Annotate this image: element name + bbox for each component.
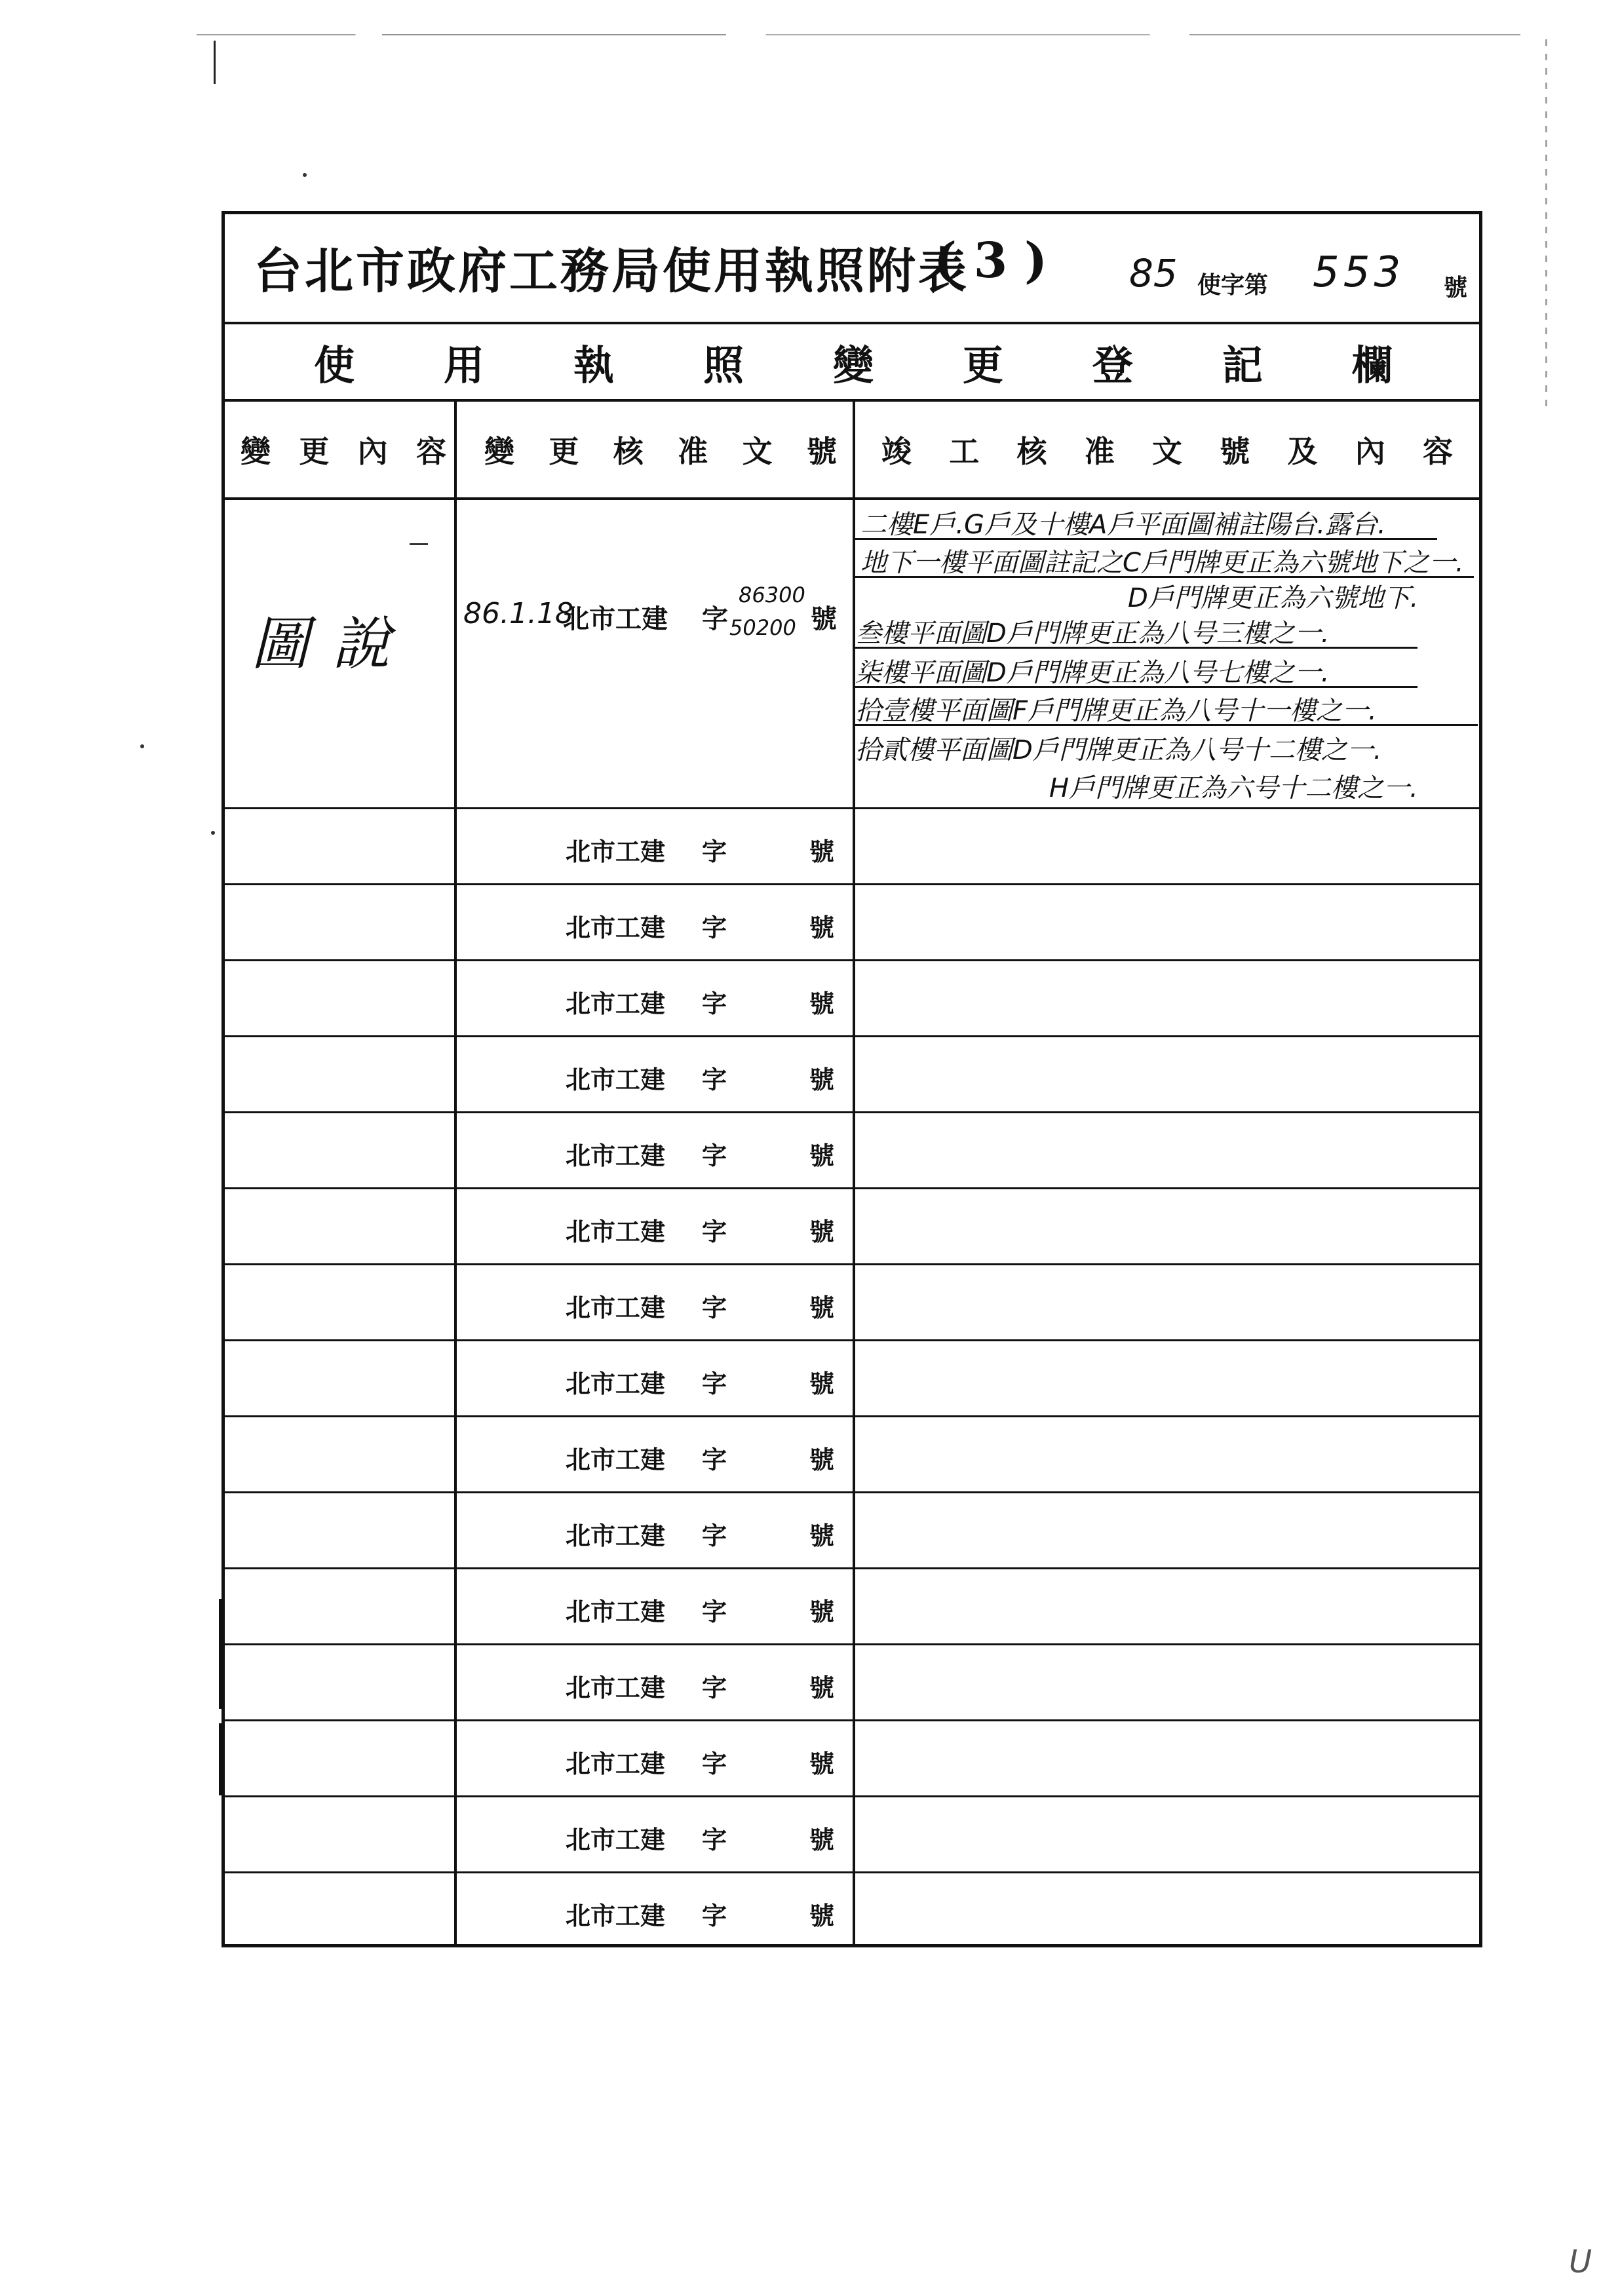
section-heading-char: 變 [832,341,874,389]
approval-doc-hao: 號 [809,1065,835,1094]
approval-number-bottom: 50200 [729,615,796,640]
note-underline [854,686,1418,688]
column-header-char: 文 [742,434,773,469]
table-row [225,1569,1479,1645]
corner-mark: U [1569,2244,1592,2280]
column-divider [853,402,855,1944]
column-header-char: 內 [1355,434,1385,469]
table-row [225,1037,1479,1113]
column-header-char: 及 [1287,434,1318,469]
permit-year: 85 [1129,251,1178,296]
approval-doc-hao: 號 [809,1673,835,1702]
approval-doc-hao: 號 [809,1825,835,1854]
table-row [225,1189,1479,1265]
approval-doc-zi: 字 [702,1217,727,1246]
approval-doc-prefix: 北市工建 [566,1825,666,1854]
approval-doc-hao: 號 [809,989,835,1018]
form-title: 台北市政府工務局使用執照附表 [254,243,969,299]
table-row [225,1265,1479,1341]
column-header-approval-number [455,402,854,497]
table-row [225,961,1479,1037]
completion-note-line: 二樓E戶.G戶及十樓A戶平面圖補註陽台.露台. [860,510,1386,540]
column-header-row [225,402,1479,500]
approval-doc-hao: 號 [809,913,835,942]
approval-doc-zi: 字 [702,1065,727,1094]
approval-doc-zi: 字 [702,1445,727,1474]
approval-doc-prefix: 北市工建 [566,1597,666,1626]
approval-doc-prefix: 北市工建 [566,1217,666,1246]
approval-doc-prefix: 北市工建 [566,1673,666,1702]
approval-doc-zi: 字 [702,1901,727,1930]
scan-speck [211,831,215,835]
table-row [225,1873,1479,1949]
column-header-completion [854,402,1479,497]
permit-suffix: 號 [1444,274,1468,301]
table-row [225,1493,1479,1569]
pen-mark [410,543,428,545]
table-row [225,1797,1479,1873]
section-heading-char: 照 [703,341,744,389]
approval-doc-zi: 字 [702,913,727,942]
section-heading-char: 登 [1092,341,1133,389]
column-header-char: 容 [415,434,446,469]
note-underline [854,647,1418,649]
table-row [225,809,1479,885]
approval-doc-hao: 號 [809,1901,835,1930]
form-title-row [225,214,1479,324]
table-row [225,885,1479,961]
column-header-char: 號 [806,434,837,469]
approval-doc-zi: 字 [702,1825,727,1854]
form-title-number: ( 3 ) [934,233,1048,289]
column-header-change-content [225,402,455,497]
section-heading [225,324,1479,402]
approval-doc-hao: 號 [809,1521,835,1550]
section-heading-char: 使 [314,341,355,389]
column-header-char: 變 [484,434,514,469]
section-heading-char: 執 [573,341,614,389]
approval-doc-zi: 字 [702,837,727,866]
approval-number-top: 86300 [739,583,805,607]
approval-doc-zi: 字 [702,1521,727,1550]
completion-note-line: 拾壹樓平面圖F戶門牌更正為八号十一樓之一. [855,696,1377,726]
column-header-char: 容 [1423,434,1453,469]
column-header-char: 核 [613,434,644,469]
approval-doc-zi: 字 [702,603,728,634]
approval-doc-prefix: 北市工建 [566,1521,666,1550]
section-heading-char: 記 [1222,341,1263,389]
table-row-first-entry [225,500,1479,809]
table-row [225,1721,1479,1797]
column-divider [454,402,457,1944]
table-row [225,1645,1479,1721]
approval-doc-prefix: 北市工建 [566,1293,666,1322]
approval-doc-zi: 字 [702,1141,727,1170]
column-header-char: 內 [357,434,388,469]
permit-prefix: 使字第 [1197,271,1269,299]
completion-notes [853,500,1479,807]
approval-doc-hao: 號 [809,1369,835,1398]
column-header-char: 變 [241,434,271,469]
column-header-char: 更 [299,434,330,469]
completion-note-line: D戶門牌更正為六號地下. [1128,583,1419,613]
table-row [225,1341,1479,1417]
approval-doc-zi: 字 [702,1369,727,1398]
approval-doc-hao: 號 [811,603,837,634]
approval-doc-prefix: 北市工建 [566,989,666,1018]
approval-doc-hao: 號 [809,1293,835,1322]
permit-attachment-form [222,211,1482,1947]
table-row [225,1417,1479,1493]
completion-note-line: H戶門牌更正為六号十二樓之一. [1049,773,1418,803]
completion-note-line: 拾貳樓平面圖D戶門牌更正為八号十二樓之一. [855,735,1382,765]
change-content-value: 圖說 [251,610,414,678]
approval-doc-zi: 字 [702,1597,727,1626]
scan-speck [140,744,144,748]
approval-doc-prefix: 北市工建 [566,1901,666,1930]
column-header-char: 更 [549,434,579,469]
approval-doc-hao: 號 [809,1141,835,1170]
approval-doc-prefix: 北市工建 [566,1141,666,1170]
column-header-char: 准 [678,434,708,469]
approval-doc-hao: 號 [809,1445,835,1474]
scan-artifact-top-line [197,34,1520,35]
approval-doc-prefix: 北市工建 [566,1445,666,1474]
column-header-char: 核 [1016,434,1047,469]
approval-doc-prefix: 北市工建 [566,1749,666,1778]
approval-doc-hao: 號 [809,837,835,866]
approval-doc-prefix: 北市工建 [566,913,666,942]
column-header-char: 竣 [881,434,912,469]
approval-date: 86.1.18 [463,597,573,630]
approval-doc-zi: 字 [702,989,727,1018]
section-heading-char: 用 [443,341,484,389]
scan-speck [303,173,307,177]
column-header-char: 號 [1220,434,1250,469]
scan-artifact-tick [214,41,216,84]
approval-doc-hao: 號 [809,1217,835,1246]
approval-doc-prefix: 北市工建 [566,1065,666,1094]
approval-doc-prefix: 北市工建 [566,1369,666,1398]
completion-note-line: 地下一樓平面圖註記之C戶門牌更正為六號地下之一. [860,548,1464,578]
section-heading-char: 欄 [1351,341,1393,389]
approval-doc-zi: 字 [702,1673,727,1702]
section-heading-char: 更 [962,341,1003,389]
approval-doc-prefix: 北市工建 [566,837,666,866]
scan-artifact-right-edge [1545,39,1547,406]
column-header-char: 准 [1084,434,1115,469]
column-header-char: 工 [949,434,980,469]
table-row [225,1113,1479,1189]
note-underline [854,724,1478,726]
completion-note-line: 叁樓平面圖D戶門牌更正為八号三樓之一. [855,619,1330,649]
completion-note-line: 柒樓平面圖D戶門牌更正為八号七樓之一. [855,658,1330,688]
approval-doc-hao: 號 [809,1597,835,1626]
column-header-char: 文 [1152,434,1182,469]
permit-number: 553 [1313,248,1405,297]
approval-doc-hao: 號 [809,1749,835,1778]
approval-doc-prefix: 北市工建 [563,603,668,634]
approval-doc-zi: 字 [702,1749,727,1778]
approval-doc-zi: 字 [702,1293,727,1322]
note-underline [854,538,1437,540]
